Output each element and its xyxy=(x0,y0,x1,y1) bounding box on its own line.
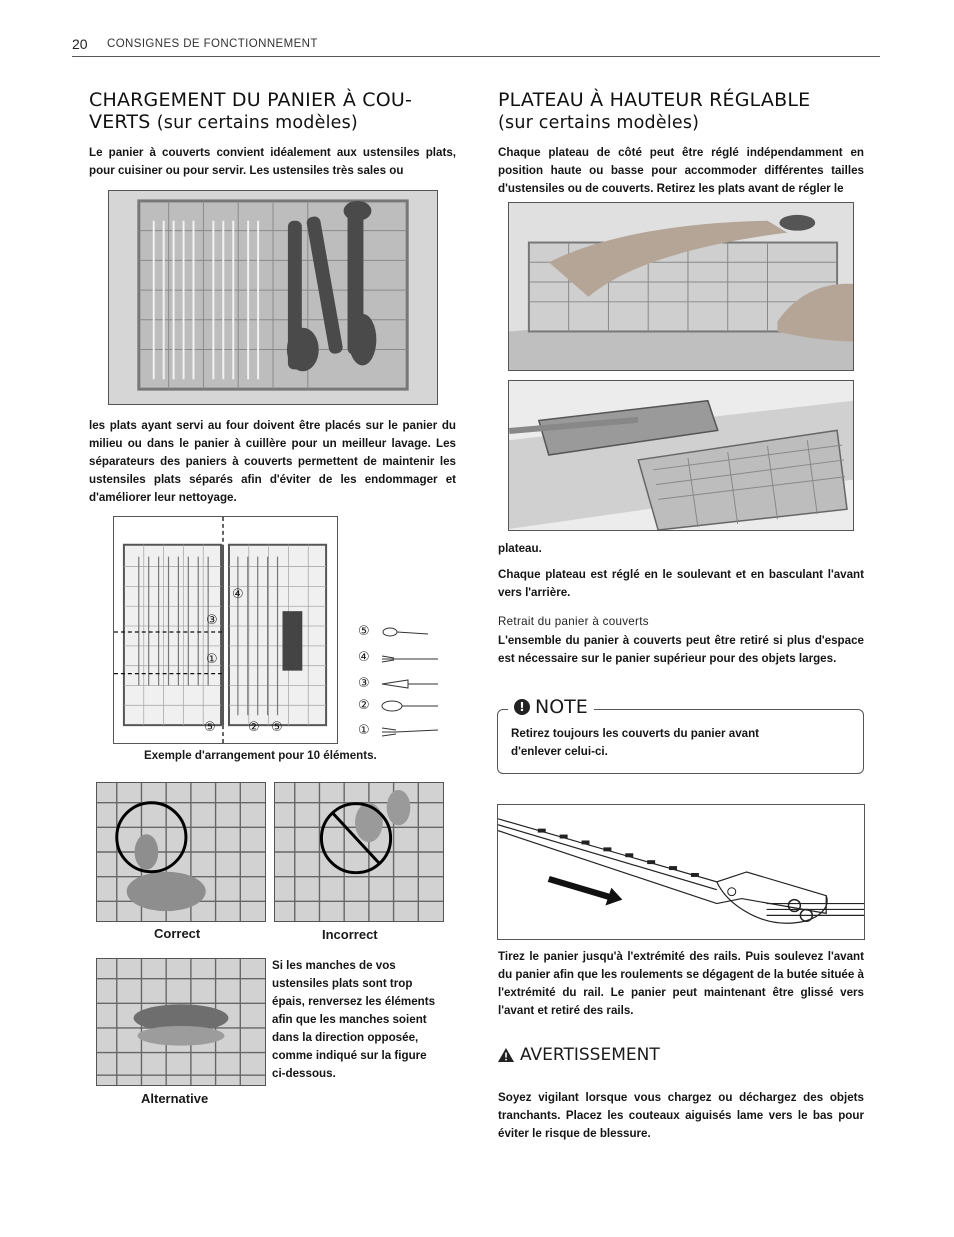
warning-title xyxy=(498,1045,660,1065)
warning-text: Soyez vigilant lorsque vous chargez ou déchargez des objets tranchants. Placez les couteaux aiguisés lame vers le bas pour éviter le risque de blessure. xyxy=(498,1091,864,1140)
right-cont: plateau. xyxy=(498,542,542,555)
left-heading-line2: VERTS xyxy=(89,111,151,133)
label-alternative: Alternative xyxy=(141,1091,209,1106)
tray-closeup-photo xyxy=(508,380,854,531)
legend-num-4: ④ xyxy=(358,650,370,665)
removal-heading: Retrait du panier à couverts xyxy=(498,615,649,628)
left-heading-sub: (sur certains modèles) xyxy=(156,113,358,133)
left-heading-line1: CHARGEMENT DU PANIER À COU- xyxy=(89,89,413,111)
diagram-caption: Exemple d'arrangement pour 10 éléments. xyxy=(144,749,377,762)
removal-text: L'ensemble du panier à couverts peut être retiré si plus d'espace est nécessaire sur le panier supérieur pour des objets larges. xyxy=(498,634,864,665)
alternative-text: Si les manches de vos ustensiles plats sont trop épais, renversez les éléments afin que les manches soient dans la direction opposée, comme indiqué sur la figure ci-dessous. xyxy=(272,959,436,1080)
tray-adjust-photo xyxy=(508,202,854,371)
legend-num-2: ② xyxy=(358,698,370,713)
rail-text: Tirez le panier jusqu'à l'extrémité des rails. Puis soulevez l'avant du panier afin que les roulements se dégagent de la butée située à l'extrémité du rail. Le panier peut maintenant être glissé vers l'avant et retiré des rails. xyxy=(498,950,864,1017)
right-heading-sub: (sur certains modèles) xyxy=(498,113,700,133)
legend-num-5: ⑤ xyxy=(358,624,370,639)
left-heading xyxy=(89,89,464,134)
cutlery-basket-photo xyxy=(108,190,438,405)
left-body: les plats ayant servi au four doivent être placés sur le panier du milieu ou dans le panier à cuillère pour un meilleur lavage. Les séparateurs des paniers à couverts permettent de maintenir les ustensiles plats séparés afin d'éviter de les endommager et d'améliorer leur nettoyage. xyxy=(89,419,456,504)
right-heading-title: PLATEAU À HAUTEUR RÉGLABLE xyxy=(498,89,811,111)
warning-triangle-icon xyxy=(498,1048,514,1062)
note-title xyxy=(508,696,594,718)
correct-photo xyxy=(96,782,266,922)
header-rule xyxy=(72,56,880,57)
section-title: CONSIGNES DE FONCTIONNEMENT xyxy=(107,38,318,50)
note-text: Retirez toujours les couverts du panier avant d'enlever celui-ci. xyxy=(511,727,760,758)
right-intro: Chaque plateau de côté peut être réglé indépendamment en position haute ou basse pour accommoder différentes tailles d'ustensiles ou de couverts. Retirez les plats avant de régler le xyxy=(498,146,864,195)
diagram-num-2: ② xyxy=(248,720,260,735)
exclamation-icon: ! xyxy=(514,699,530,715)
right-heading xyxy=(498,89,873,134)
alternative-photo xyxy=(96,958,266,1086)
diagram-num-5a: ⑤ xyxy=(204,720,216,735)
page-number: 20 xyxy=(72,36,88,52)
diagram-num-5b: ⑤ xyxy=(271,720,283,735)
left-intro: Le panier à couverts convient idéalement aux ustensiles plats, pour cuisiner ou pour servir. Les ustensiles très sales ou xyxy=(89,146,456,177)
diagram-num-4: ④ xyxy=(232,587,244,602)
right-para2: Chaque plateau est réglé en le soulevant et en basculant l'avant vers l'arrière. xyxy=(498,568,864,599)
legend-num-1: ① xyxy=(358,723,370,738)
cutlery-legend-icons xyxy=(380,622,442,740)
arrangement-diagram xyxy=(113,516,338,744)
diagram-num-1: ① xyxy=(206,652,218,667)
warning-title-text: AVERTISSEMENT xyxy=(520,1045,660,1065)
label-incorrect: Incorrect xyxy=(322,927,378,942)
note-title-text: NOTE xyxy=(535,696,588,718)
legend-num-3: ③ xyxy=(358,676,370,691)
label-correct: Correct xyxy=(154,926,201,941)
rail-diagram xyxy=(497,804,865,940)
diagram-num-3: ③ xyxy=(206,613,218,628)
incorrect-photo xyxy=(274,782,444,922)
